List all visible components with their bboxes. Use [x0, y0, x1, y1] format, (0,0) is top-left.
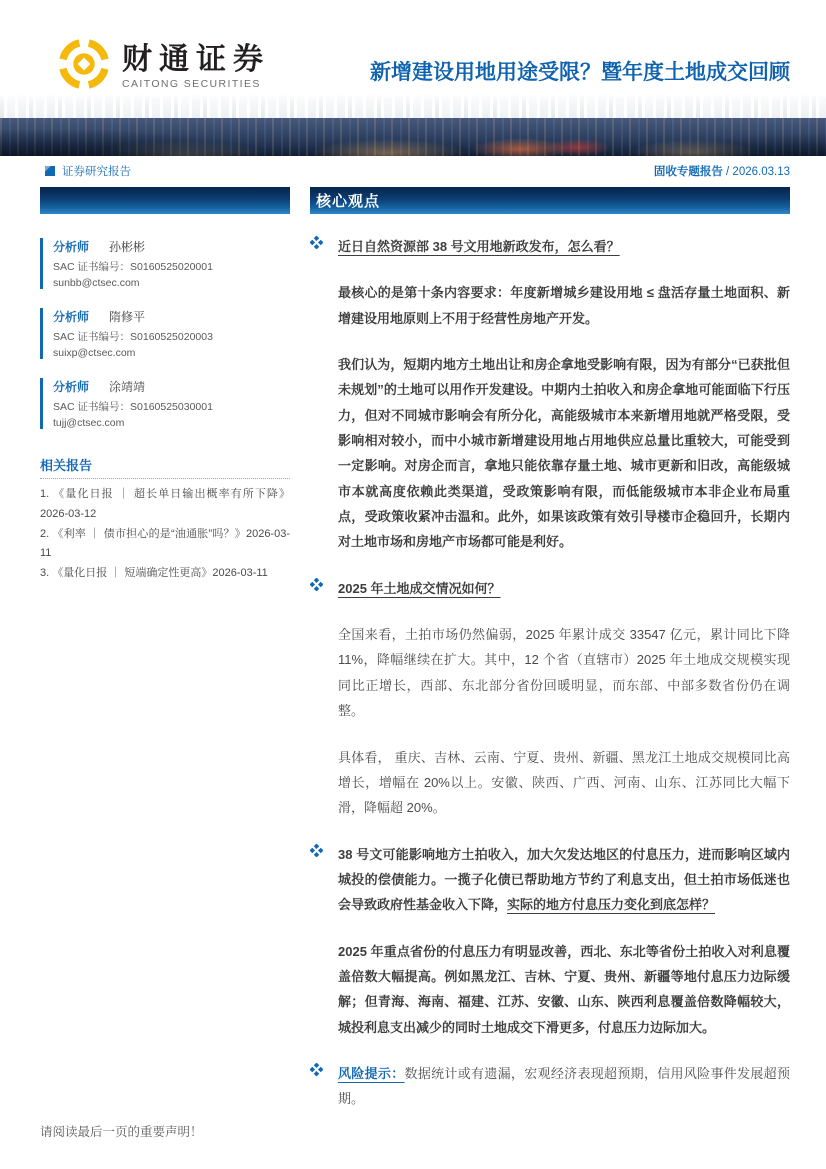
text-segment: 2025 年重点省份的付息压力有明显改善，西北、东北等省份土拍收入对利息覆盖倍数大幅提高。例如黑龙江、吉林、宁夏、贵州、新疆等地付息压力边际缓解；但青海、海南、福建、江苏、安徽、山东、陕西利息覆盖倍数降幅较大，城投利息支出减少的同时土地成交下滑更多，付息压力边际加大。 [338, 943, 790, 1035]
text-segment: 38 号文可能影响地方土拍收入，加大欠发达地区的付息压力，进而影响区域内城投的偿债能力。一揽子化债已帮助地方节约了利息支出，但土拍市场低迷也会导致政府性基金收入下降， [338, 846, 790, 913]
text-segment: 实际的地方付息压力变化到底怎样？ [507, 897, 716, 913]
analyst-name: 孙彬彬 [109, 240, 146, 254]
text-segment: 2025 年土地成交情况如何？ [338, 580, 501, 596]
city-skyline-banner [0, 118, 826, 156]
analyst-role-label: 分析师 [53, 380, 90, 394]
bullet-text [338, 576, 790, 601]
core-view-bullet [310, 576, 790, 601]
analyst-email-link[interactable]: suixp@ctsec.com [53, 347, 136, 359]
core-view-paragraph [338, 280, 790, 331]
core-view-content [310, 214, 790, 1133]
report-square-icon [45, 166, 55, 176]
text-segment: 具体看， 重庆、吉林、云南、宁夏、贵州、新疆、黑龙江土地成交规模同比高增长，增幅在 20%以上。安徽、陕西、广西、河南、山东、江苏同比大幅下滑，降幅超 20%。 [338, 749, 790, 816]
text-segment: 我们认为，短期内地方土地出让和房企拿地受影响有限，因为有部分“已获批但未规划”的土地可以用作开发建设。中期内土拍收入和房企拿地可能面临下行压力，但对不同城市影响会有所分化，高能级城市本来新增用地就严格受限，受影响相对较小，而中小城市新增建设用地占用地供应总量比重较大，可能受到一定影响。对房企而言，拿地只能依靠存量土地、城市更新和旧改，高能级城市本就高度依赖此类渠道，受政策影响有限，而低能级城市本非企业布局重点，受政策收紧冲击温和。此外，如果该政策有效引导楼市企稳回升，长期内对土地市场和房地产市场都可能是利好。 [338, 357, 790, 550]
caitong-coin-emblem-icon [56, 36, 112, 97]
core-view-paragraph [338, 939, 790, 1040]
analyst-name: 隋修平 [109, 310, 146, 324]
text-segment: 风险提示： [338, 1065, 405, 1081]
related-report-item[interactable]: 3. 《量化日报 ｜ 短端确定性更高》2026-03-11 [40, 567, 268, 580]
text-segment: 近日自然资源部 38 号文用地新政发布，怎么看？ [338, 239, 620, 254]
report-category-label: 证券研究报告 [62, 166, 131, 178]
core-view-title: 核心观点 [316, 193, 381, 210]
sidebar-header-bar [40, 187, 290, 214]
section-header-bars [40, 187, 790, 214]
footer-disclaimer: 请阅读最后一页的重要声明！ [40, 1125, 203, 1139]
brand-name-cn: 财通证券 [122, 43, 270, 76]
core-view-bullet [310, 842, 790, 918]
four-diamonds-icon [310, 576, 325, 601]
analyst-card [40, 308, 290, 359]
four-diamonds-icon [310, 234, 325, 259]
core-view-bullet [310, 234, 790, 259]
report-date: / 2026.03.13 [722, 166, 790, 178]
text-segment: 最核心的是第十条内容要求：年度新增城乡建设用地 ≤ 盘活存量土地面积、新增建设用地原则上不用于经营性房地产开发。 [338, 285, 790, 326]
analyst-sac-number: SAC 证书编号：S0160525020003 [53, 331, 213, 343]
analyst-email-link[interactable]: sunbb@ctsec.com [53, 277, 140, 289]
brand-text [122, 43, 270, 90]
report-meta-row [0, 156, 826, 185]
bullet-text [338, 842, 790, 918]
bullet-text [338, 1061, 790, 1112]
text-segment: 全国来看，土拍市场仍然偏弱，2025 年累计成交 33547 亿元，累计同比下降 11%，降幅继续在扩大。其中，12 个省（直辖市）2025 年土地成交规模实现同比正增长，西部、东北部分省份回暖明显，而东部、中部多数省份仍在调整。 [338, 627, 790, 719]
four-diamonds-icon [310, 842, 325, 918]
related-report-item[interactable]: 1. 《量化日报 ｜ 超长单日输出概率有所下降》 2026-03-12 [40, 488, 290, 520]
sidebar [40, 214, 290, 1133]
core-view-paragraph [338, 352, 790, 555]
core-view-bullet [310, 1061, 790, 1112]
analyst-list [40, 238, 290, 429]
report-title: 新增建设用地用途受限？暨年度土地成交回顾 [370, 61, 790, 84]
analyst-role-label: 分析师 [53, 310, 90, 324]
brand-name-en: CAITONG SECURITIES [122, 78, 261, 90]
analyst-role-label: 分析师 [53, 240, 90, 254]
analyst-sac-number: SAC 证书编号：S0160525030001 [53, 401, 213, 413]
page-header [0, 0, 826, 94]
analyst-card [40, 378, 290, 429]
core-view-header-bar [310, 187, 790, 214]
text-segment: 数据统计或有遗漏，宏观经济表现超预期，信用风险事件发展超预期。 [338, 1065, 790, 1107]
core-view-paragraph [338, 745, 790, 821]
city-watermark-strip [0, 94, 826, 118]
bullet-text [338, 234, 790, 259]
related-reports-list [40, 485, 290, 584]
analyst-card [40, 238, 290, 289]
related-reports-title: 相关报告 [40, 455, 290, 479]
analyst-email-link[interactable]: tujj@ctsec.com [53, 417, 125, 429]
core-view-paragraph [338, 622, 790, 723]
analyst-sac-number: SAC 证书编号：S0160525020001 [53, 261, 213, 273]
report-type-date [654, 163, 790, 179]
brand-logo [56, 36, 270, 97]
four-diamonds-icon [310, 1061, 325, 1112]
report-type: 固收专题报告 [653, 166, 723, 178]
related-report-item[interactable]: 2. 《利率 ｜ 债市担心的是“油通胀”吗？》2026-03-11 [40, 527, 290, 560]
analyst-name: 涂靖靖 [109, 380, 146, 394]
